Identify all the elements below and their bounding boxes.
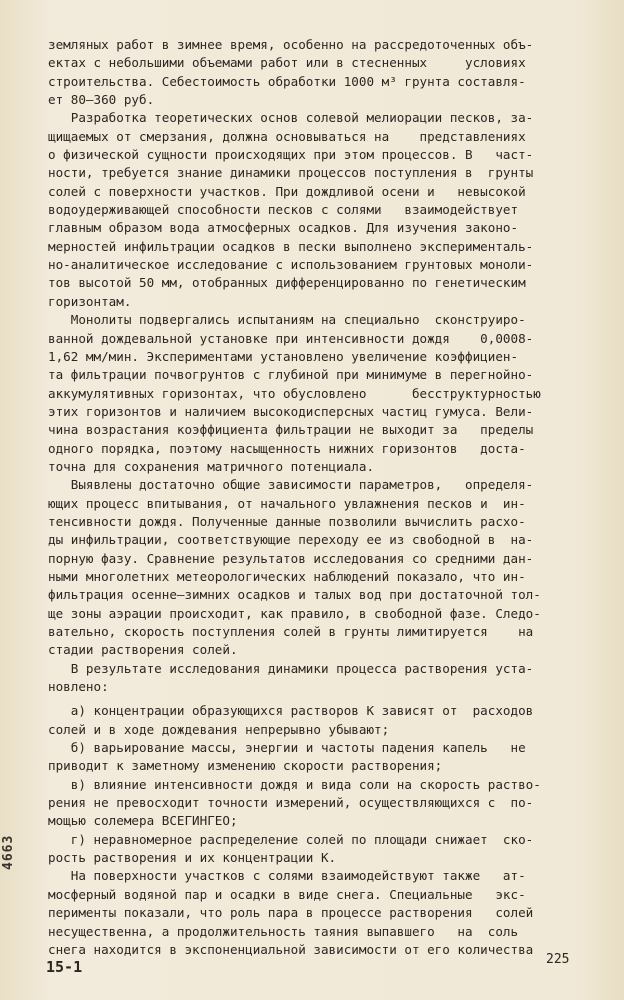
text-line: новлено: — [48, 679, 109, 695]
text-line: земляных работ в зимнее время, особенно на рассредоточенных объ- — [48, 37, 534, 52]
text-line: ными многолетних метеорологических наблюдений показало, что ин- — [48, 568, 526, 584]
text-line: рения не превосходит точности измерений, осуществляющихся с по- — [48, 795, 534, 811]
text-line: вательно, скорость поступления солей в грунты лимитируется на — [48, 624, 534, 639]
side-number — [1, 835, 16, 870]
text-line: стадии растворения солей. — [48, 642, 238, 658]
text-line: горизонтам. — [48, 293, 132, 309]
text-line: мощью солемера ВСЕГИНГЕО; — [48, 813, 238, 829]
text-line: приводит к заметному изменению скорости растворения; — [48, 758, 443, 774]
text-line: одного порядка, поэтому насыщенность нижних горизонтов доста- — [48, 440, 526, 456]
page-number: 225 — [546, 952, 570, 967]
text-line: солей с поверхности участков. При дождливой осени и невысокой — [48, 183, 526, 199]
text-line: солей и в ходе дождевания непрерывно убывают; — [48, 721, 390, 737]
text-line: ектах с небольшими объемами работ или в стесненных условиях — [48, 55, 526, 71]
text-line: точна для сохранения матричного потенциала. — [48, 458, 375, 474]
text-line: этих горизонтов и наличием высокодисперсных частиц гумуса. Вели- — [48, 403, 534, 419]
text-line: перименты показали, что роль пара в процессе растворения солей — [48, 905, 534, 921]
text-line: мосферный водяной пар и осадки в виде снега. Специальные экс- — [48, 886, 526, 902]
text-line: чина возрастания коэффициента фильтрации не выходит за пределы — [48, 422, 534, 438]
text-line: ды инфильтрации, соответствующие переходу ее из свободной в на- — [48, 532, 534, 548]
text-line: главным образом вода атмосферных осадков. Для изучения законо- — [48, 220, 519, 236]
text-line: В результате исследования динамики процесса растворения уста- — [48, 660, 534, 676]
text-line: тов высотой 50 мм, отобранных дифференцированно по генетическим — [48, 275, 526, 291]
text-line: рость растворения и их концентрации К. — [48, 850, 337, 866]
text-line: мерностей инфильтрации осадков в пески выполнено эксперименталь- — [48, 238, 534, 254]
text-line: в) влияние интенсивности дождя и вида соли на скорость раство- — [48, 776, 541, 792]
text-line: порную фазу. Сравнение результатов исследования со средними дан- — [48, 550, 534, 566]
text-line: а) концентрации образующихся растворов К зависят от расходов — [48, 703, 534, 719]
text-line: г) неравномерное распределение солей по площади снижает ско- — [48, 831, 534, 847]
body-text — [48, 36, 582, 959]
text-line: аккумулятивных горизонтах, что обусловлено бесструктурностью — [48, 385, 541, 401]
text-line: но-аналитическое исследование с использованием грунтовых моноли- — [48, 257, 534, 273]
text-line: та фильтрации почвогрунтов с глубиной при минимуме в перегнойно- — [48, 367, 534, 383]
text-line: 1,62 мм/мин. Экспериментами установлено увеличение коэффициен- — [48, 348, 519, 364]
text-line: ности, требуется знание динамики процессов поступления в грунты — [48, 165, 534, 181]
text-line: снега находится в экспоненциальной зависимости от его количества — [48, 941, 534, 957]
text-line: На поверхности участков с солями взаимодействуют также ат- — [48, 868, 526, 884]
text-line: тенсивности дождя. Полученные данные позволили вычислить расхо- — [48, 513, 526, 529]
text-line: несущественна, а продолжительность таяния выпавшего на соль — [48, 923, 519, 939]
text-line: Разработка теоретических основ солевой мелиорации песков, за- — [48, 110, 534, 126]
text-line: ванной дождевальной установке при интенсивности дождя 0,0008- — [48, 330, 534, 346]
text-line: Выявлены достаточно общие зависимости параметров, определя- — [48, 477, 534, 493]
text-line: о физической сущности происходящих при этом процессов. В част- — [48, 147, 534, 163]
text-line: строительства. Себестоимость обработки 1000 м³ грунта составля- — [48, 73, 526, 89]
text-line: ет 80–360 руб. — [48, 92, 155, 108]
text-line: Монолиты подвергались испытаниям на специально сконструиро- — [48, 312, 526, 328]
text-line: б) варьирование массы, энергии и частоты падения капель не — [48, 740, 526, 756]
side-number-text: 4663 — [1, 834, 16, 870]
text-line: водоудерживающей способности песков с солями взаимодействует — [48, 202, 519, 218]
signature-mark: 15-1 — [46, 958, 83, 976]
text-line: щищаемых от смерзания, должна основываться на представлениях — [48, 128, 526, 144]
text-line: ще зоны аэрации происходит, как правило, в свободной фазе. Следо- — [48, 605, 541, 621]
text-line: фильтрация осенне–зимних осадков и талых вод при достаточной тол- — [48, 587, 541, 603]
text-line: ющих процесс впитывания, от начального увлажнения песков и ин- — [48, 495, 526, 511]
